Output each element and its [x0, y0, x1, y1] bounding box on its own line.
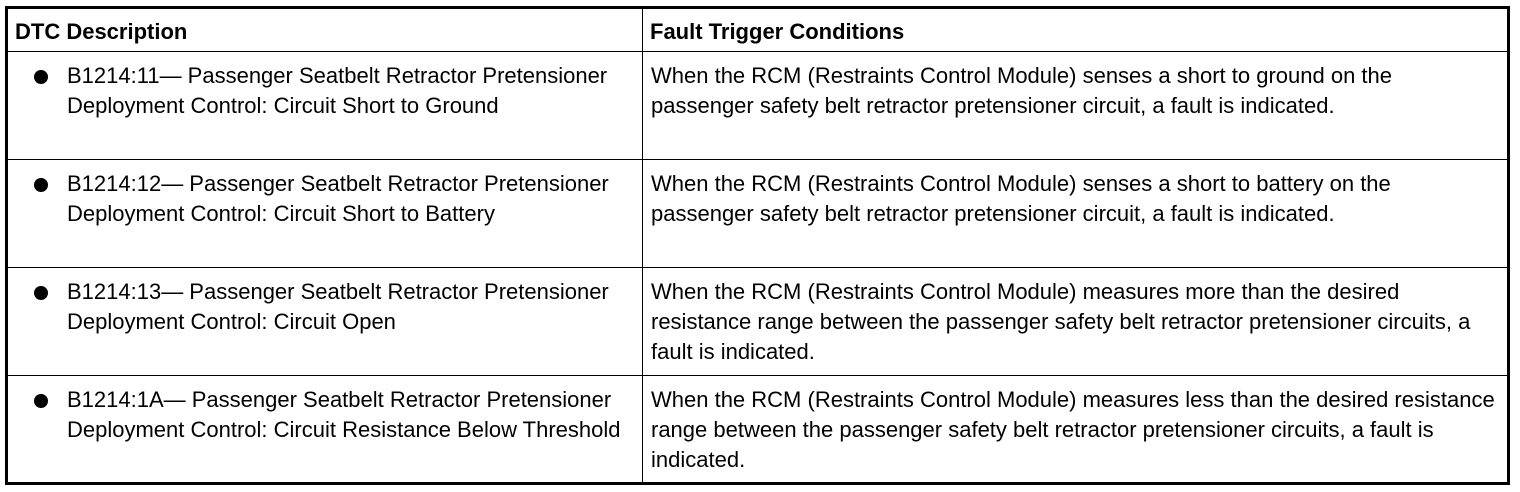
bullet-icon	[34, 286, 48, 300]
table-header-row	[7, 8, 1509, 52]
fault-condition-cell: When the RCM (Restraints Control Module) measures less than the desired resistance range between the passenger safety belt retractor pretensioner circuits, a fault is indicated.	[643, 376, 1509, 484]
fault-condition-cell: When the RCM (Restraints Control Module) senses a short to ground on the passenger safety belt retractor pretensioner circuit, a fault is indicated.	[643, 52, 1509, 160]
dtc-description-text: B1214:11— Passenger Seatbelt Retractor Pretensioner Deployment Control: Circuit Short to Ground	[67, 63, 608, 118]
bullet-icon	[34, 394, 48, 408]
dtc-description-text: B1214:1A— Passenger Seatbelt Retractor Pretensioner Deployment Control: Circuit Resistance Below Threshold	[67, 387, 621, 442]
table-row	[7, 160, 1509, 268]
dtc-description-cell	[7, 160, 643, 268]
dtc-description-text: B1214:13— Passenger Seatbelt Retractor Pretensioner Deployment Control: Circuit Open	[67, 279, 609, 334]
dtc-description-cell	[7, 376, 643, 484]
bullet-icon	[34, 178, 48, 192]
bullet-icon	[34, 70, 48, 84]
table-row	[7, 52, 1509, 160]
header-dtc-description: DTC Description	[7, 8, 643, 52]
fault-condition-cell: When the RCM (Restraints Control Module) measures more than the desired resistance range between the passenger safety belt retractor pretensioner circuits, a fault is indicated.	[643, 268, 1509, 376]
dtc-description-cell	[7, 268, 643, 376]
dtc-description-text: B1214:12— Passenger Seatbelt Retractor Pretensioner Deployment Control: Circuit Short to Battery	[67, 171, 609, 226]
dtc-table	[5, 6, 1510, 485]
fault-condition-cell: When the RCM (Restraints Control Module) senses a short to battery on the passenger safety belt retractor pretensioner circuit, a fault is indicated.	[643, 160, 1509, 268]
header-fault-trigger-conditions: Fault Trigger Conditions	[643, 8, 1509, 52]
dtc-description-cell	[7, 52, 643, 160]
table-row	[7, 376, 1509, 484]
table-row	[7, 268, 1509, 376]
